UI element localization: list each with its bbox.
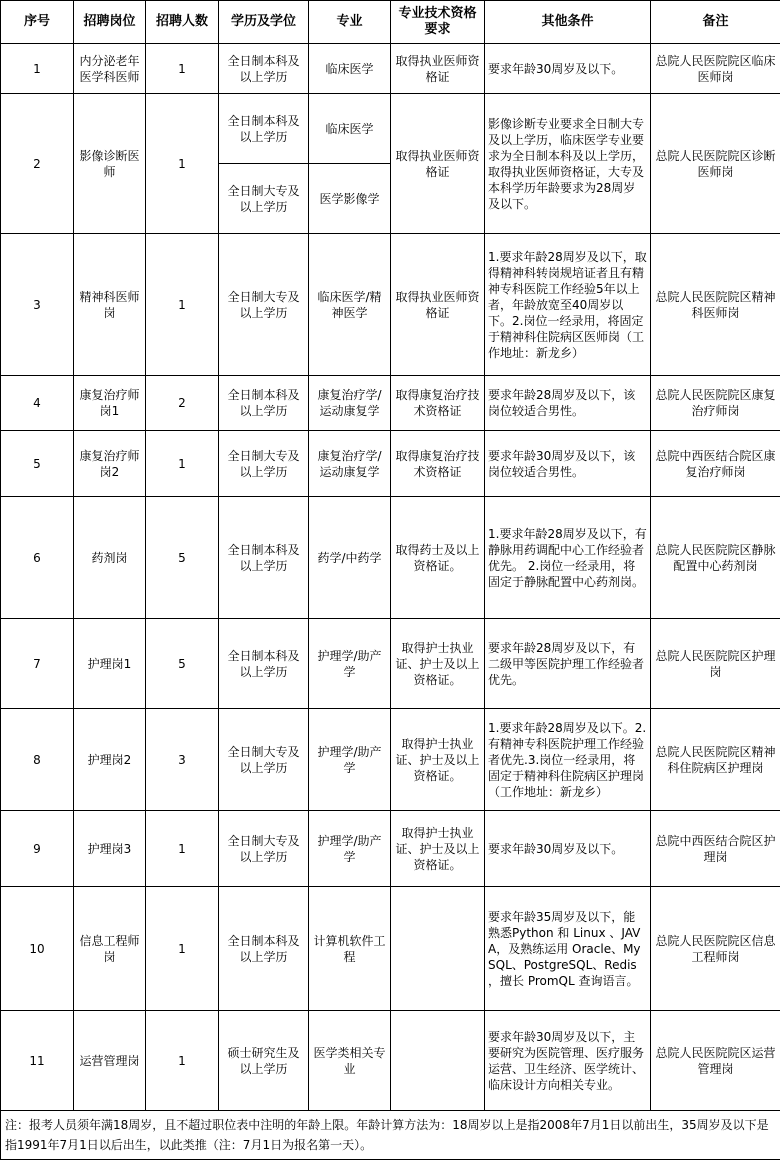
note-row bbox=[1, 1111, 780, 1160]
cell-major: 临床医学/精神医学 bbox=[309, 234, 391, 376]
cell-no: 2 bbox=[1, 94, 74, 234]
header-row bbox=[1, 1, 780, 44]
cell-count: 2 bbox=[146, 376, 219, 431]
cell-remark: 总院人民医院院区康复治疗师岗 bbox=[651, 376, 780, 431]
cell-cond: 1.要求年龄28周岁及以下，取得精神科转岗规培证者且有精神专科医院工作经验5年以上者，年龄放宽至40周岁以下。2.岗位一经录用，将固定于精神科住院病区医师岗（工作地址：新龙乡） bbox=[485, 234, 651, 376]
cell-no: 4 bbox=[1, 376, 74, 431]
cell-edu: 全日制大专及以上学历 bbox=[219, 431, 309, 497]
cell-post: 康复治疗师岗1 bbox=[74, 376, 146, 431]
header-count: 招聘人数 bbox=[146, 1, 219, 44]
cell-count: 1 bbox=[146, 887, 219, 1011]
table-row bbox=[1, 497, 780, 619]
cell-major: 医学影像学 bbox=[309, 164, 391, 234]
cell-count: 1 bbox=[146, 94, 219, 234]
cell-qual: 取得护士执业证、护士及以上资格证。 bbox=[391, 709, 485, 811]
cell-no: 10 bbox=[1, 887, 74, 1011]
cell-cond: 要求年龄28周岁及以下，该岗位较适合男性。 bbox=[485, 376, 651, 431]
cell-cond: 要求年龄35周岁及以下，能熟悉Python 和 Linux 、JAVA，及熟练运用 Oracle、MySQL、PostgreSQL、Redis ，擅长 PromQL 查询语言。 bbox=[485, 887, 651, 1011]
cell-remark: 总院人民医院院区静脉配置中心药剂岗 bbox=[651, 497, 780, 619]
cell-post: 内分泌老年医学科医师 bbox=[74, 44, 146, 94]
table-row bbox=[1, 431, 780, 497]
cell-cond: 要求年龄28周岁及以下，有二级甲等医院护理工作经验者优先。 bbox=[485, 619, 651, 709]
cell-cond: 1.要求年龄28周岁及以下，有静脉用药调配中心工作经验者优先。 2.岗位一经录用，将固定于静脉配置中心药剂岗。 bbox=[485, 497, 651, 619]
cell-edu: 全日制大专及以上学历 bbox=[219, 811, 309, 887]
cell-cond: 要求年龄30周岁及以下。 bbox=[485, 811, 651, 887]
header-remark: 备注 bbox=[651, 1, 780, 44]
cell-no: 7 bbox=[1, 619, 74, 709]
cell-edu: 全日制本科及以上学历 bbox=[219, 376, 309, 431]
cell-edu: 全日制本科及以上学历 bbox=[219, 619, 309, 709]
cell-major: 康复治疗学/运动康复学 bbox=[309, 431, 391, 497]
table-row bbox=[1, 619, 780, 709]
cell-cond: 要求年龄30周岁及以下，主要研究为医院管理、医疗服务运营、卫生经济、医学统计、临床设计方向相关专业。 bbox=[485, 1011, 651, 1111]
cell-remark: 总院中西医结合院区康复治疗师岗 bbox=[651, 431, 780, 497]
table-row bbox=[1, 376, 780, 431]
header-cond: 其他条件 bbox=[485, 1, 651, 44]
cell-major: 临床医学 bbox=[309, 94, 391, 164]
cell-major: 康复治疗学/运动康复学 bbox=[309, 376, 391, 431]
cell-qual: 取得康复治疗技术资格证 bbox=[391, 431, 485, 497]
table-row bbox=[1, 887, 780, 1011]
cell-remark: 总院人民医院院区运营管理岗 bbox=[651, 1011, 780, 1111]
cell-edu: 全日制本科及以上学历 bbox=[219, 94, 309, 164]
header-qual: 专业技术资格要求 bbox=[391, 1, 485, 44]
cell-edu: 全日制大专及以上学历 bbox=[219, 234, 309, 376]
cell-no: 11 bbox=[1, 1011, 74, 1111]
cell-post: 护理岗1 bbox=[74, 619, 146, 709]
cell-cond: 1.要求年龄28周岁及以下。2.有精神专科医院护理工作经验者优先.3.岗位一经录用，将固定于精神科住院病区护理岗（工作地址：新龙乡） bbox=[485, 709, 651, 811]
cell-remark: 总院中西医结合院区护理岗 bbox=[651, 811, 780, 887]
cell-edu: 全日制大专及以上学历 bbox=[219, 164, 309, 234]
cell-remark: 总院人民医院院区护理岗 bbox=[651, 619, 780, 709]
cell-qual: 取得康复治疗技术资格证 bbox=[391, 376, 485, 431]
cell-no: 6 bbox=[1, 497, 74, 619]
header-major: 专业 bbox=[309, 1, 391, 44]
cell-count: 1 bbox=[146, 44, 219, 94]
cell-edu: 全日制本科及以上学历 bbox=[219, 497, 309, 619]
cell-cond: 影像诊断专业要求全日制大专及以上学历，临床医学专业要求为全日制本科及以上学历，取得执业医师资格证，大专及本科学历年龄要求为28周岁及以下。 bbox=[485, 94, 651, 234]
cell-major: 临床医学 bbox=[309, 44, 391, 94]
cell-post: 影像诊断医师 bbox=[74, 94, 146, 234]
cell-no: 3 bbox=[1, 234, 74, 376]
cell-count: 1 bbox=[146, 811, 219, 887]
cell-remark: 总院人民医院院区诊断医师岗 bbox=[651, 94, 780, 234]
cell-qual: 取得护士执业证、护士及以上资格证。 bbox=[391, 811, 485, 887]
table-row bbox=[1, 1011, 780, 1111]
cell-remark: 总院人民医院院区临床医师岗 bbox=[651, 44, 780, 94]
table-row bbox=[1, 709, 780, 811]
header-post: 招聘岗位 bbox=[74, 1, 146, 44]
cell-no: 1 bbox=[1, 44, 74, 94]
table-row bbox=[1, 234, 780, 376]
cell-count: 5 bbox=[146, 619, 219, 709]
cell-remark: 总院人民医院院区精神科医师岗 bbox=[651, 234, 780, 376]
cell-qual: 取得执业医师资格证 bbox=[391, 44, 485, 94]
cell-qual: 取得护士执业证、护士及以上资格证。 bbox=[391, 619, 485, 709]
cell-qual: 取得执业医师资格证 bbox=[391, 234, 485, 376]
cell-post: 精神科医师岗 bbox=[74, 234, 146, 376]
cell-edu: 全日制本科及以上学历 bbox=[219, 887, 309, 1011]
cell-major: 护理学/助产学 bbox=[309, 811, 391, 887]
cell-count: 1 bbox=[146, 431, 219, 497]
cell-post: 护理岗3 bbox=[74, 811, 146, 887]
cell-post: 康复治疗师岗2 bbox=[74, 431, 146, 497]
cell-post: 运营管理岗 bbox=[74, 1011, 146, 1111]
cell-major: 医学类相关专业 bbox=[309, 1011, 391, 1111]
cell-count: 5 bbox=[146, 497, 219, 619]
cell-no: 9 bbox=[1, 811, 74, 887]
table-row bbox=[1, 44, 780, 94]
cell-remark: 总院人民医院院区精神科住院病区护理岗 bbox=[651, 709, 780, 811]
cell-count: 1 bbox=[146, 1011, 219, 1111]
cell-count: 3 bbox=[146, 709, 219, 811]
cell-count: 1 bbox=[146, 234, 219, 376]
cell-post: 信息工程师岗 bbox=[74, 887, 146, 1011]
cell-post: 药剂岗 bbox=[74, 497, 146, 619]
cell-cond: 要求年龄30周岁及以下。 bbox=[485, 44, 651, 94]
cell-major: 护理学/助产学 bbox=[309, 709, 391, 811]
header-edu: 学历及学位 bbox=[219, 1, 309, 44]
cell-qual bbox=[391, 1011, 485, 1111]
table-row bbox=[1, 94, 780, 164]
cell-qual bbox=[391, 887, 485, 1011]
cell-edu: 全日制本科及以上学历 bbox=[219, 44, 309, 94]
cell-qual: 取得执业医师资格证 bbox=[391, 94, 485, 234]
footnote: 注：报考人员须年满18周岁，且不超过职位表中注明的年龄上限。年龄计算方法为：18周岁以上是指2008年7月1日以前出生，35周岁及以下是指1991年7月1日以后出生，以此类推（注：7月1日为报名第一天）。 bbox=[1, 1111, 780, 1160]
table-row bbox=[1, 811, 780, 887]
cell-major: 计算机软件工程 bbox=[309, 887, 391, 1011]
cell-cond: 要求年龄30周岁及以下，该岗位较适合男性。 bbox=[485, 431, 651, 497]
cell-qual: 取得药士及以上资格证。 bbox=[391, 497, 485, 619]
header-no: 序号 bbox=[1, 1, 74, 44]
cell-edu: 硕士研究生及以上学历 bbox=[219, 1011, 309, 1111]
cell-major: 护理学/助产学 bbox=[309, 619, 391, 709]
cell-no: 8 bbox=[1, 709, 74, 811]
cell-post: 护理岗2 bbox=[74, 709, 146, 811]
cell-edu: 全日制大专及以上学历 bbox=[219, 709, 309, 811]
cell-no: 5 bbox=[1, 431, 74, 497]
cell-major: 药学/中药学 bbox=[309, 497, 391, 619]
cell-remark: 总院人民医院院区信息工程师岗 bbox=[651, 887, 780, 1011]
